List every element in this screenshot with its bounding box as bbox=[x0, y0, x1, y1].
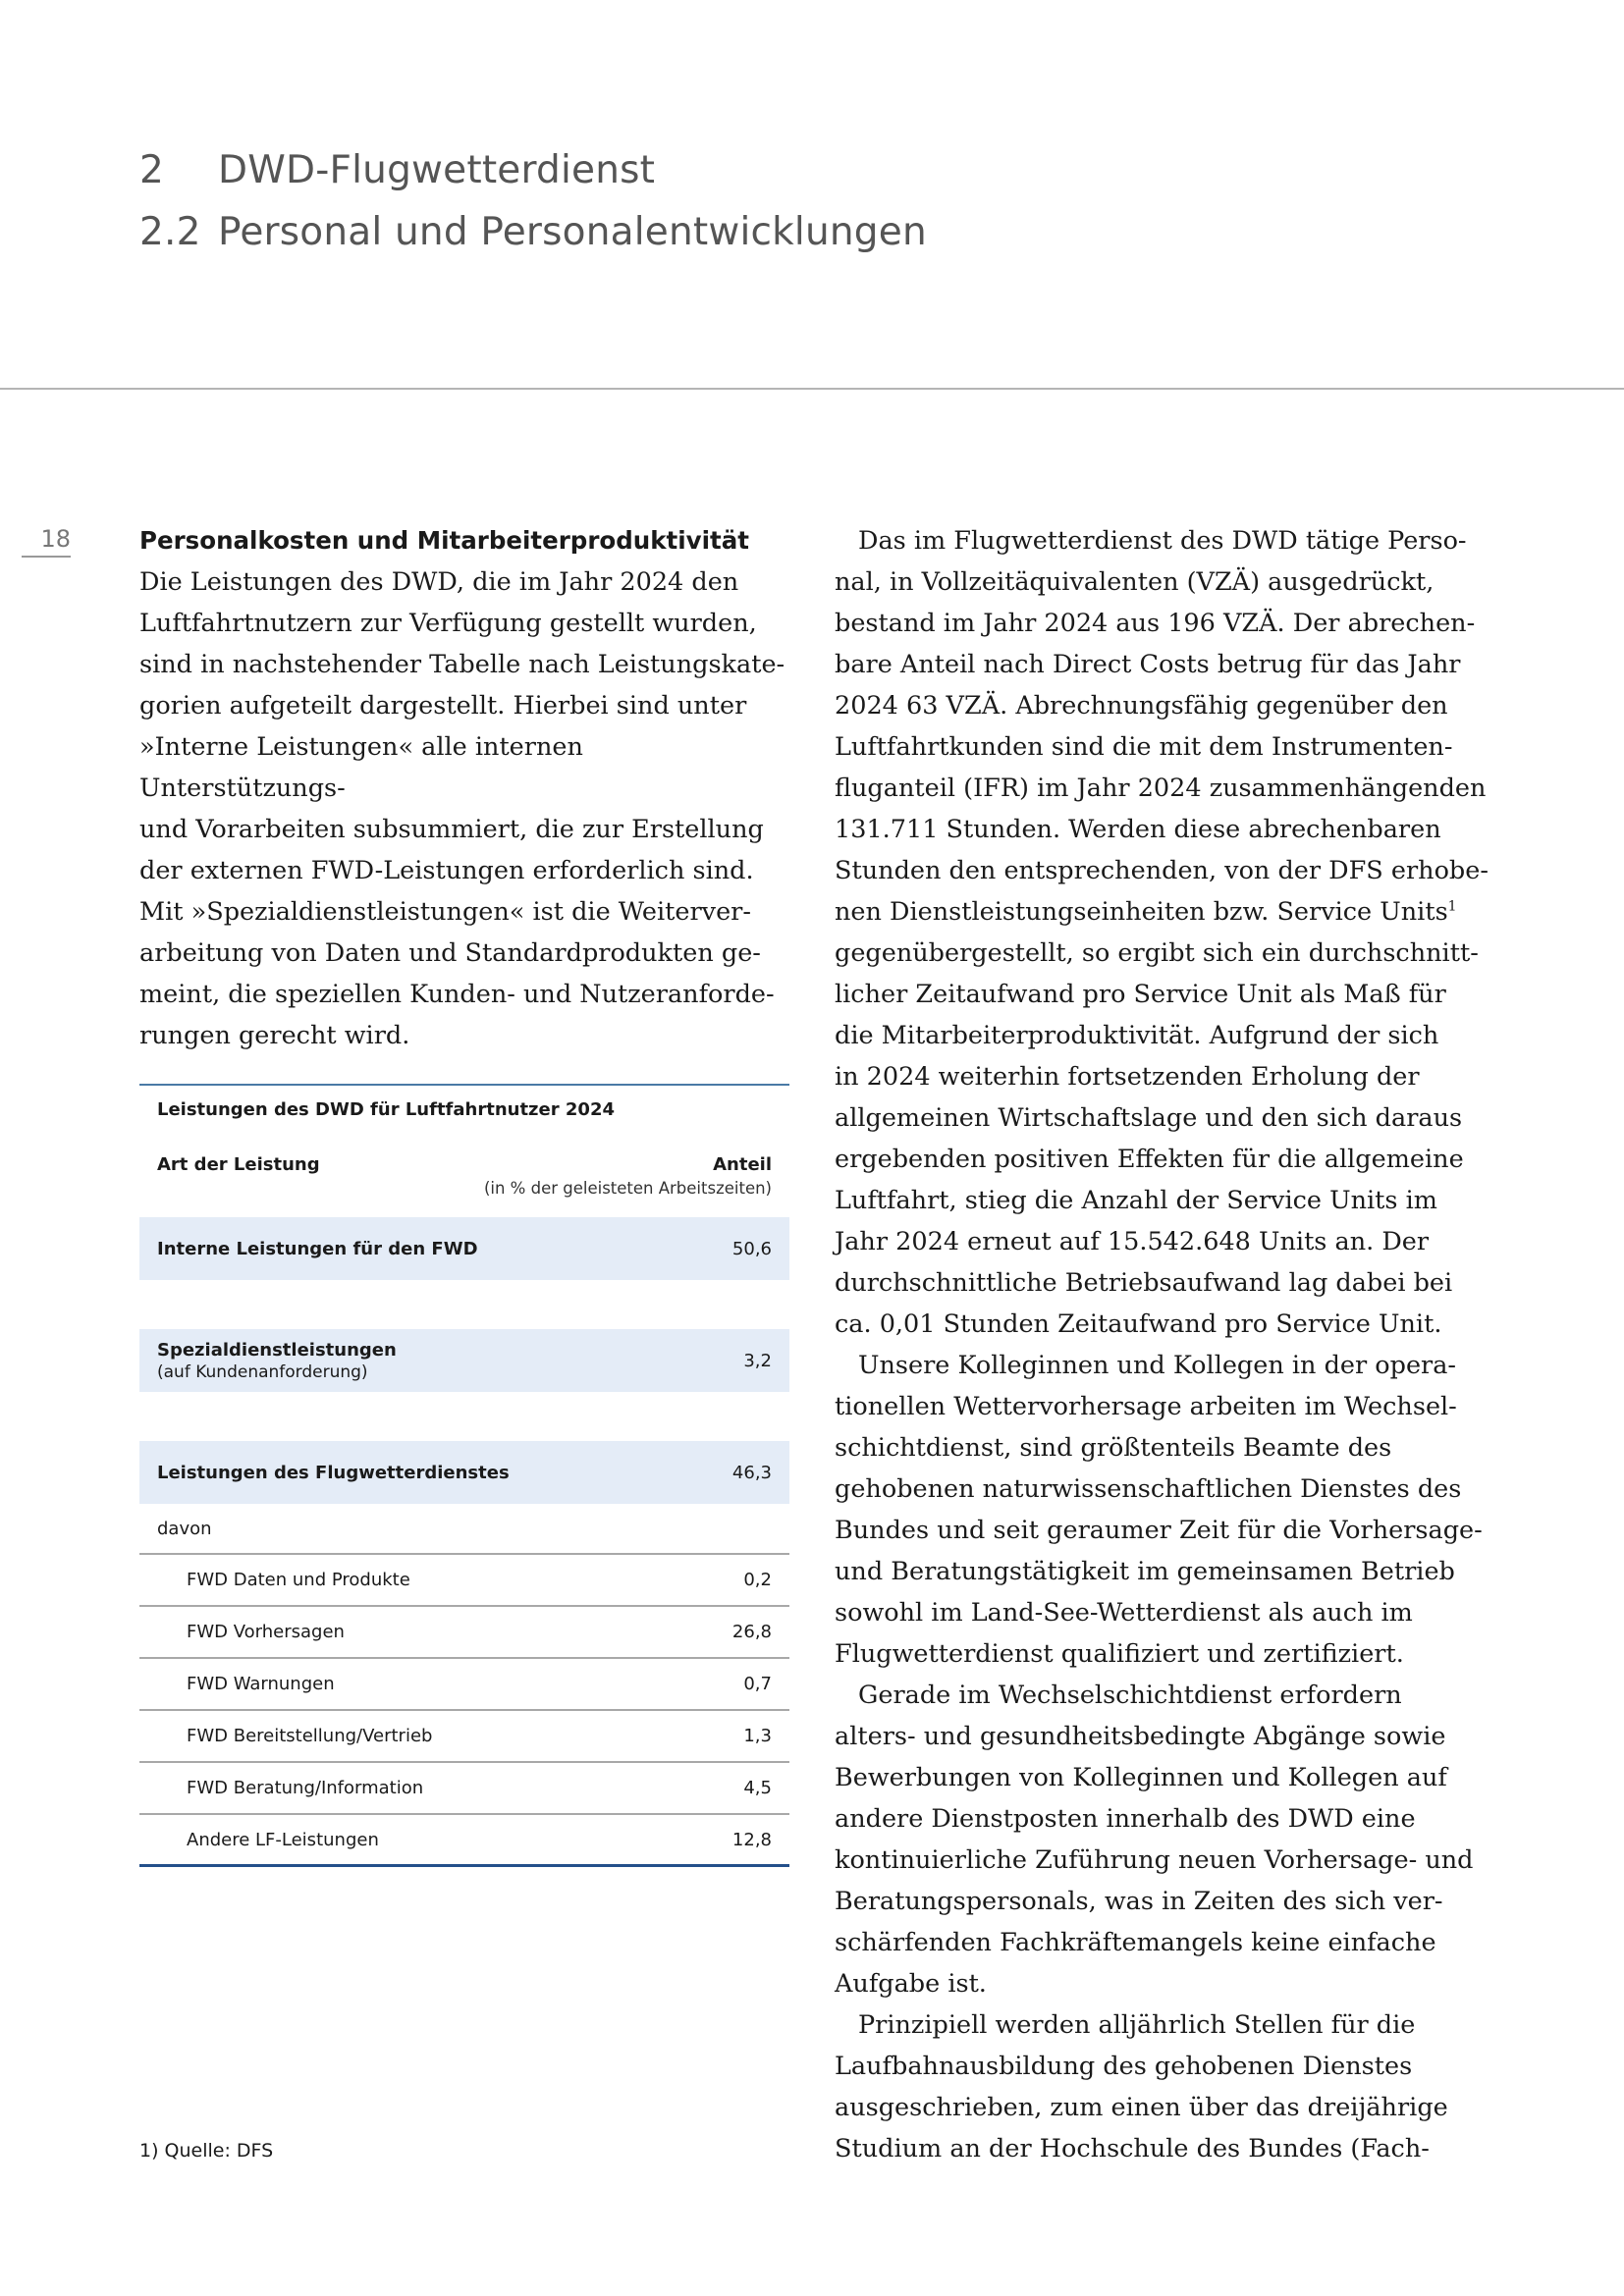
text-line: ca. 0,01 Stunden Zeitaufwand pro Service Unit. bbox=[835, 1309, 1442, 1339]
text-line: in 2024 weiterhin fortsetzenden Erholung der bbox=[835, 1062, 1420, 1092]
text-line: fluganteil (IFR) im Jahr 2024 zusammenhängenden bbox=[835, 774, 1487, 803]
chapter-title: DWD-Flugwetterdienst bbox=[218, 148, 656, 192]
text-line: Studium an der Hochschule des Bundes (Fach- bbox=[835, 2134, 1430, 2163]
text-line: Bewerbungen von Kolleginnen und Kollegen auf bbox=[835, 1763, 1447, 1792]
column-header-share-label: Anteil bbox=[713, 1154, 772, 1175]
text-line: andere Dienstposten innerhalb des DWD eine bbox=[835, 1804, 1416, 1834]
text-line: Prinzipiell werden alljährlich Stellen für die bbox=[858, 2010, 1416, 2040]
table-subrow bbox=[139, 1555, 789, 1607]
footnote: 1) Quelle: DFS bbox=[139, 2140, 274, 2162]
paragraph bbox=[835, 2004, 1492, 2169]
table-header bbox=[139, 1135, 789, 1217]
text-line: Das im Flugwetterdienst des DWD tätige Perso- bbox=[858, 526, 1467, 556]
row-sublabel: (auf Kundenanforderung) bbox=[157, 1362, 368, 1382]
paragraph bbox=[835, 520, 1492, 1345]
column-header-share bbox=[484, 1154, 772, 1217]
subrow-label: FWD Beratung/Information bbox=[187, 1778, 424, 1798]
text-line: nen Dienstleistungseinheiten bzw. Service Units bbox=[835, 897, 1448, 927]
text-line: gorien aufgeteilt dargestellt. Hierbei sind unter bbox=[139, 691, 747, 721]
row-value: 46,3 bbox=[731, 1462, 772, 1483]
text-line: ausgeschrieben, zum einen über das dreijährige bbox=[835, 2093, 1448, 2122]
text-line: Jahr 2024 erneut auf 15.542.648 Units an. Der bbox=[835, 1227, 1430, 1256]
text-line: sowohl im Land-See-Wetterdienst als auch im bbox=[835, 1598, 1413, 1628]
row-value: 3,2 bbox=[743, 1350, 772, 1371]
text-line: die Mitarbeiterproduktivität. Aufgrund der sich bbox=[835, 1021, 1439, 1050]
text-line: Bundes und seit geraumer Zeit für die Vorhersage- bbox=[835, 1516, 1483, 1545]
text-line: arbeitung von Daten und Standardprodukten ge- bbox=[139, 938, 761, 968]
column-header-unit: (in % der geleisteten Arbeitszeiten) bbox=[483, 1179, 772, 1198]
text-line: alters- und gesundheitsbedingte Abgänge sowie bbox=[835, 1722, 1446, 1751]
table-row bbox=[139, 1441, 789, 1504]
text-line: 131.711 Stunden. Werden diese abrechenbaren bbox=[835, 815, 1441, 844]
text-line: Unsere Kolleginnen und Kollegen in der opera- bbox=[858, 1351, 1457, 1380]
header-divider bbox=[0, 388, 1624, 390]
text-line: schichtdienst, sind größtenteils Beamte des bbox=[835, 1433, 1392, 1463]
text-line: kontinuierliche Zuführung neuen Vorhersage- und bbox=[835, 1845, 1474, 1875]
table-title: Leistungen des DWD für Luftfahrtnutzer 2024 bbox=[157, 1099, 615, 1120]
left-body bbox=[139, 561, 787, 1056]
text-line: durchschnittliche Betriebsaufwand lag dabei bei bbox=[835, 1268, 1453, 1298]
paragraph bbox=[835, 1345, 1492, 1675]
section-heading bbox=[139, 210, 927, 254]
left-heading: Personalkosten und Mitarbeiterproduktivität bbox=[139, 526, 749, 555]
text-line: Flugwetterdienst qualifiziert und zertifiziert. bbox=[835, 1639, 1404, 1669]
page-number: 18 bbox=[22, 525, 71, 558]
text-line: sind in nachstehender Tabelle nach Leistungskate- bbox=[139, 650, 785, 679]
table-subrow bbox=[139, 1815, 789, 1867]
text-line: bestand im Jahr 2024 aus 196 VZÄ. Der abrechen- bbox=[835, 609, 1476, 638]
section-title: Personal und Personalentwicklungen bbox=[218, 210, 927, 254]
table-spacer bbox=[139, 1280, 789, 1329]
row-label: Spezialdienstleistungen bbox=[157, 1339, 397, 1361]
table-subrow bbox=[139, 1763, 789, 1815]
table-row bbox=[139, 1217, 789, 1280]
text-line: Luftfahrt, stieg die Anzahl der Service Units im bbox=[835, 1186, 1437, 1215]
subrow-label: FWD Bereitstellung/Vertrieb bbox=[187, 1726, 433, 1746]
subrow-value: 26,8 bbox=[731, 1622, 772, 1642]
subrow-value: 4,5 bbox=[743, 1778, 772, 1798]
text-line: und Vorarbeiten subsummiert, die zur Erstellung bbox=[139, 815, 764, 844]
table-subrow bbox=[139, 1659, 789, 1711]
left-column bbox=[139, 520, 787, 1056]
text-line: gegenübergestellt, so ergibt sich ein durchschnitt- bbox=[835, 938, 1479, 968]
table-row bbox=[139, 1329, 789, 1392]
subrow-label: Andere LF-Leistungen bbox=[187, 1829, 379, 1850]
text-line: Stunden den entsprechenden, von der DFS erhobe- bbox=[835, 856, 1489, 885]
subrow-value: 1,3 bbox=[743, 1726, 772, 1746]
subrow-value: 12,8 bbox=[731, 1829, 772, 1850]
text-line: Die Leistungen des DWD, die im Jahr 2024 den bbox=[139, 567, 739, 597]
text-line: bare Anteil nach Direct Costs betrug für das Jahr bbox=[835, 650, 1461, 679]
subrow-label: FWD Vorhersagen bbox=[187, 1622, 345, 1642]
subrow-label: FWD Warnungen bbox=[187, 1674, 335, 1694]
subrow-label: FWD Daten und Produkte bbox=[187, 1570, 410, 1590]
table-spacer bbox=[139, 1392, 789, 1441]
chapter-number: 2 bbox=[139, 148, 165, 192]
text-line: Laufbahnausbildung des gehobenen Dienstes bbox=[835, 2052, 1413, 2081]
table-subrow bbox=[139, 1711, 789, 1763]
subrow-value: 0,2 bbox=[743, 1570, 772, 1590]
right-column bbox=[835, 520, 1492, 2169]
text-line: und Beratungstätigkeit im gemeinsamen Betrieb bbox=[835, 1557, 1455, 1586]
subrow-value: 0,7 bbox=[743, 1674, 772, 1694]
text-line: Mit »Spezialdienstleistungen« ist die Weiterver- bbox=[139, 897, 751, 927]
column-header-type: Art der Leistung bbox=[157, 1154, 320, 1175]
row-value: 50,6 bbox=[731, 1238, 772, 1259]
text-line: der externen FWD-Leistungen erforderlich sind. bbox=[139, 856, 754, 885]
footnote-marker: 1 bbox=[1447, 898, 1457, 915]
row-label-group bbox=[157, 1340, 397, 1382]
text-line: Gerade im Wechselschichtdienst erfordern bbox=[858, 1681, 1402, 1710]
text-line: gehobenen naturwissenschaftlichen Dienstes des bbox=[835, 1474, 1462, 1504]
paragraph bbox=[835, 1675, 1492, 2004]
text-line: Luftfahrtnutzern zur Verfügung gestellt wurden, bbox=[139, 609, 757, 638]
section-number: 2.2 bbox=[139, 210, 201, 254]
text-line: 2024 63 VZÄ. Abrechnungsfähig gegenüber den bbox=[835, 691, 1448, 721]
text-line: Beratungspersonals, was in Zeiten des sich ver- bbox=[835, 1887, 1443, 1916]
text-line: licher Zeitaufwand pro Service Unit als Maß für bbox=[835, 980, 1446, 1009]
text-line: »Interne Leistungen« alle internen Unterstützungs- bbox=[139, 732, 583, 803]
text-line: tionellen Wettervorhersage arbeiten im Wechsel- bbox=[835, 1392, 1457, 1421]
text-line: nal, in Vollzeitäquivalenten (VZÄ) ausgedrückt, bbox=[835, 567, 1435, 597]
davon-label: davon bbox=[139, 1504, 789, 1555]
text-line: meint, die speziellen Kunden- und Nutzeranforde- bbox=[139, 980, 775, 1009]
text-line: Aufgabe ist. bbox=[835, 1969, 987, 1999]
text-line: schärfenden Fachkräftemangels keine einfache bbox=[835, 1928, 1436, 1957]
row-label: Interne Leistungen für den FWD bbox=[157, 1238, 478, 1259]
services-table bbox=[139, 1084, 789, 1867]
chapter-heading bbox=[139, 148, 655, 192]
text-line: Luftfahrtkunden sind die mit dem Instrumenten- bbox=[835, 732, 1453, 762]
row-label: Leistungen des Flugwetterdienstes bbox=[157, 1462, 510, 1483]
text-line: rungen gerecht wird. bbox=[139, 1021, 410, 1050]
text-line: allgemeinen Wirtschaftslage und den sich daraus bbox=[835, 1103, 1463, 1133]
text-line: ergebenden positiven Effekten für die allgemeine bbox=[835, 1145, 1464, 1174]
table-subrow bbox=[139, 1607, 789, 1659]
